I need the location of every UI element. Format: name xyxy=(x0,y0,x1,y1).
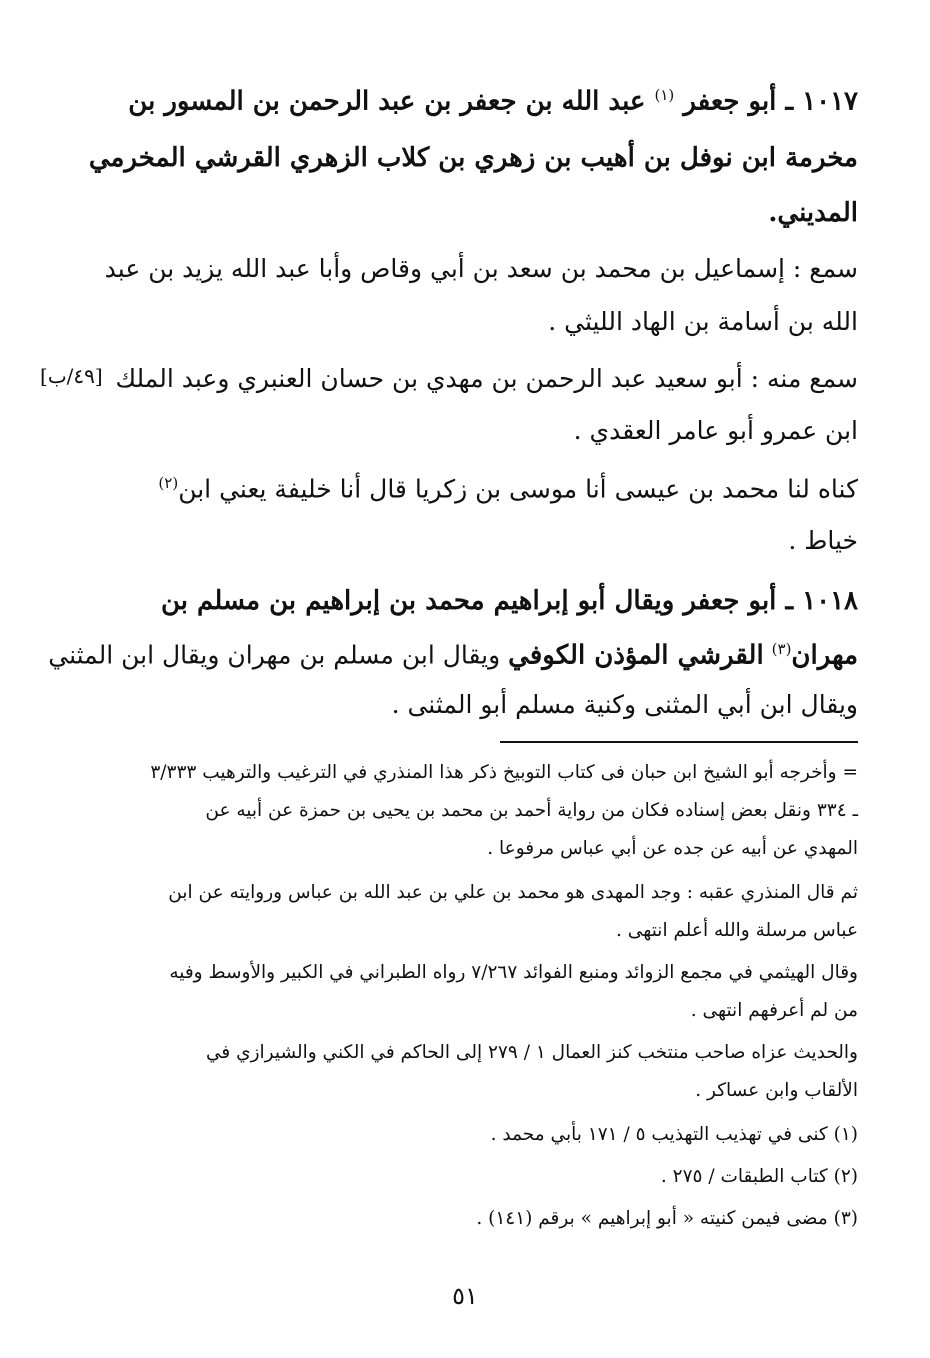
footnote-para4-line-1: والحديث عزاه صاحب منتخب كنز العمال ١ / ٢٧٩ إلى الحاكم في الكني والشيرازي في xyxy=(205,1042,858,1063)
sami-minhu-line-2: ابن عمرو أبو عامر العقدي . xyxy=(573,416,858,445)
entry-number: ١٠١٧ ـ xyxy=(785,86,858,117)
footnote-para3-line-2: من لم أعرفهم انتهى . xyxy=(690,1000,858,1021)
entry-name-part: أبو جعفر xyxy=(683,86,777,117)
kunya-line-2: خياط . xyxy=(788,526,858,555)
footnote-2: (٢) كتاب الطبقات / ٢٧٥ . xyxy=(660,1166,858,1187)
kunya-line-1 xyxy=(158,474,858,503)
footnote-cont-line-3: المهدي عن أبيه عن جده عن أبي عباس مرفوعا . xyxy=(487,838,858,859)
sami-minhu-line-1: سمع منه : أبو سعيد عبد الرحمن بن مهدي بن حسان العنبري وعبد الملك xyxy=(115,364,858,393)
page-number: ٥١ xyxy=(452,1282,478,1310)
sami-line-2: الله بن أسامة بن الهاد الليثي . xyxy=(548,307,858,336)
entry-name-part: القرشي المؤذن الكوفي xyxy=(508,640,764,671)
footnote-para4-line-2: الألقاب وابن عساكر . xyxy=(695,1080,858,1101)
footnote-ref-3: (٣) xyxy=(771,640,792,658)
entry-1018-line-3: ويقال ابن أبي المثنى وكنية مسلم أبو المثنى . xyxy=(391,690,858,719)
footnote-ref-2: (٢) xyxy=(158,474,179,492)
footnote-ref-1: (١) xyxy=(654,86,675,104)
entry-1017-line-2: مخرمة ابن نوفل بن أهيب بن زهري بن كلاب الزهري القرشي المخرمي xyxy=(88,143,858,173)
sami-line-1: سمع : إسماعيل بن محمد بن سعد بن أبي وقاص وأبا عبد الله يزيد بن عبد xyxy=(104,254,858,283)
entry-name-part: عبد الله بن جعفر بن عبد الرحمن بن المسور بن xyxy=(128,86,646,117)
footnote-cont-line-2: ـ ٣٣٤ ونقل بعض إسناده فكان من رواية أحمد بن محمد بن يحيى بن حمزة عن أبيه عن xyxy=(205,800,858,821)
entry-alt-names: ويقال ابن مسلم بن مهران ويقال ابن المثني xyxy=(48,640,501,670)
footnote-1: (١) كنى في تهذيب التهذيب ٥ / ١٧١ بأبي محمد . xyxy=(490,1124,858,1145)
entry-name-part: مهران xyxy=(791,640,858,671)
footnote-para2-line-1: ثم قال المنذري عقبه : وجد المهدى هو محمد بن علي بن عبد الله بن عباس وروايته عن ابن xyxy=(168,882,858,903)
entry-1018-line-2 xyxy=(48,640,858,670)
entry-1018-line-1: ١٠١٨ ـ أبو جعفر ويقال أبو إبراهيم محمد بن إبراهيم بن مسلم بن xyxy=(160,586,858,616)
entry-1017-line-3: المديني. xyxy=(768,198,858,228)
footnote-3: (٣) مضى فيمن كنيته « أبو إبراهيم » برقم (١٤١) . xyxy=(476,1208,858,1229)
entry-1017-line-1 xyxy=(128,86,858,117)
footnote-separator xyxy=(500,741,858,743)
footnote-para2-line-2: عباس مرسلة والله أعلم انتهى . xyxy=(616,920,858,941)
kunya-text: كناه لنا محمد بن عيسى أنا موسى بن زكريا قال أنا خليفة يعني ابن xyxy=(178,474,858,504)
footnote-cont-line-1: = وأخرجه أبو الشيخ ابن حبان فى كتاب التوبيخ ذكر هذا المنذري في الترغيب والترهيب ٣/٣٣٣ xyxy=(150,762,858,783)
folio-margin-note: [٤٩/ب] xyxy=(40,364,103,388)
footnote-para3-line-1: وقال الهيثمي في مجمع الزوائد ومنبع الفوائد ٧/٢٦٧ رواه الطبراني في الكبير والأوسط وفيه xyxy=(169,962,858,983)
